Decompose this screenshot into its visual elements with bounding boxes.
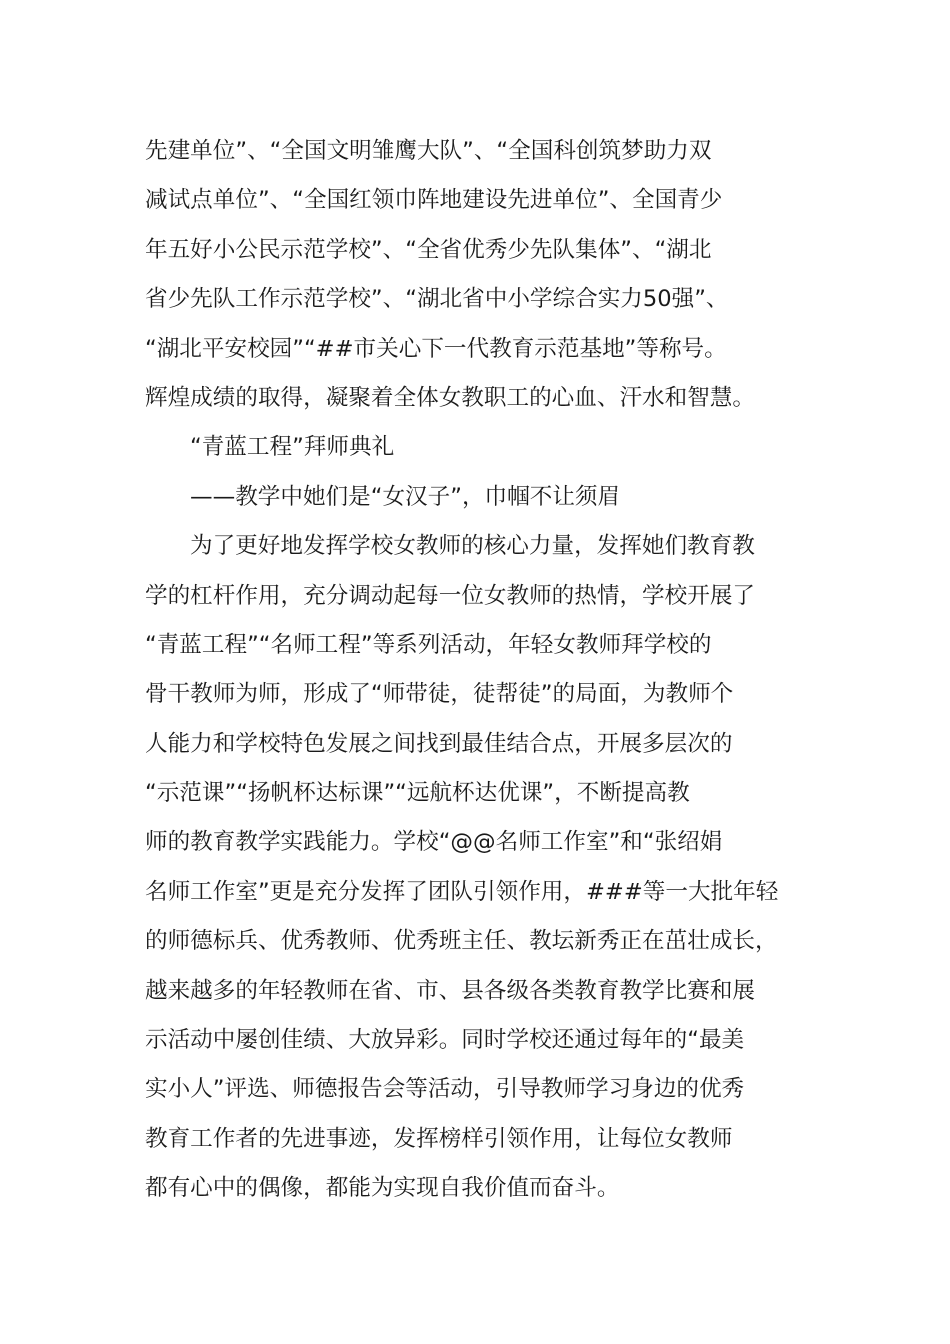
section-subheading: ——教学中她们是“女汉子”，巾帼不让须眉 <box>190 483 621 510</box>
text-line: 辉煌成绩的取得，凝聚着全体女教职工的心血、汗水和智慧。 <box>145 384 756 411</box>
text-line: 的师德标兵、优秀教师、优秀班主任、教坛新秀正在茁壮成长， <box>145 928 778 955</box>
text-line: 示活动中屡创佳绩、大放异彩。同时学校还通过每年的“最美 <box>145 1027 745 1054</box>
text-line: 都有心中的偶像，都能为实现自我价值而奋斗。 <box>145 1175 620 1202</box>
text-line: 年五好小公民示范学校”、“全省优秀少先队集体”、“湖北 <box>145 236 712 263</box>
text-line: “青蓝工程”“名师工程”等系列活动，年轻女教师拜学校的 <box>145 631 712 658</box>
document-body <box>145 127 825 1214</box>
section-heading: “青蓝工程”拜师典礼 <box>190 434 395 461</box>
text-line: “示范课”“扬帆杯达标课”“远航杯达优课”，不断提高教 <box>145 780 690 807</box>
text-line: 教育工作者的先进事迹，发挥榜样引领作用，让每位女教师 <box>145 1125 733 1152</box>
text-line: 先建单位”、“全国文明雏鹰大队”、“全国科创筑梦助力双 <box>145 138 712 164</box>
text-line: 越来越多的年轻教师在省、市、县各级各类教育教学比赛和展 <box>145 977 756 1004</box>
paragraph-mentoring <box>145 522 825 1213</box>
text-line: 学的杠杆作用，充分调动起每一位女教师的热情，学校开展了 <box>145 582 756 609</box>
text-line: “湖北平安校园”“##市关心下一代教育示范基地”等称号。 <box>145 335 727 362</box>
text-line: 实小人”评选、师德报告会等活动，引导教师学习身边的优秀 <box>145 1076 745 1103</box>
paragraph-awards <box>145 127 825 423</box>
text-line: 省少先队工作示范学校”、“湖北省中小学综合实力50强”、 <box>145 286 729 313</box>
text-line: 为了更好地发挥学校女教师的核心力量，发挥她们教育教 <box>190 533 755 560</box>
text-line: 名师工作室”更是充分发挥了团队引领作用，###等一大批年轻 <box>145 878 779 905</box>
text-line: 人能力和学校特色发展之间找到最佳结合点，开展多层次的 <box>145 730 733 757</box>
text-line: 师的教育教学实践能力。学校“@@名师工作室”和“张绍娟 <box>145 829 723 856</box>
text-line: 骨干教师为师，形成了“师带徒，徒帮徒”的局面，为教师个 <box>145 681 734 708</box>
text-line: 减试点单位”、“全国红领巾阵地建设先进单位”、全国青少 <box>145 187 723 214</box>
